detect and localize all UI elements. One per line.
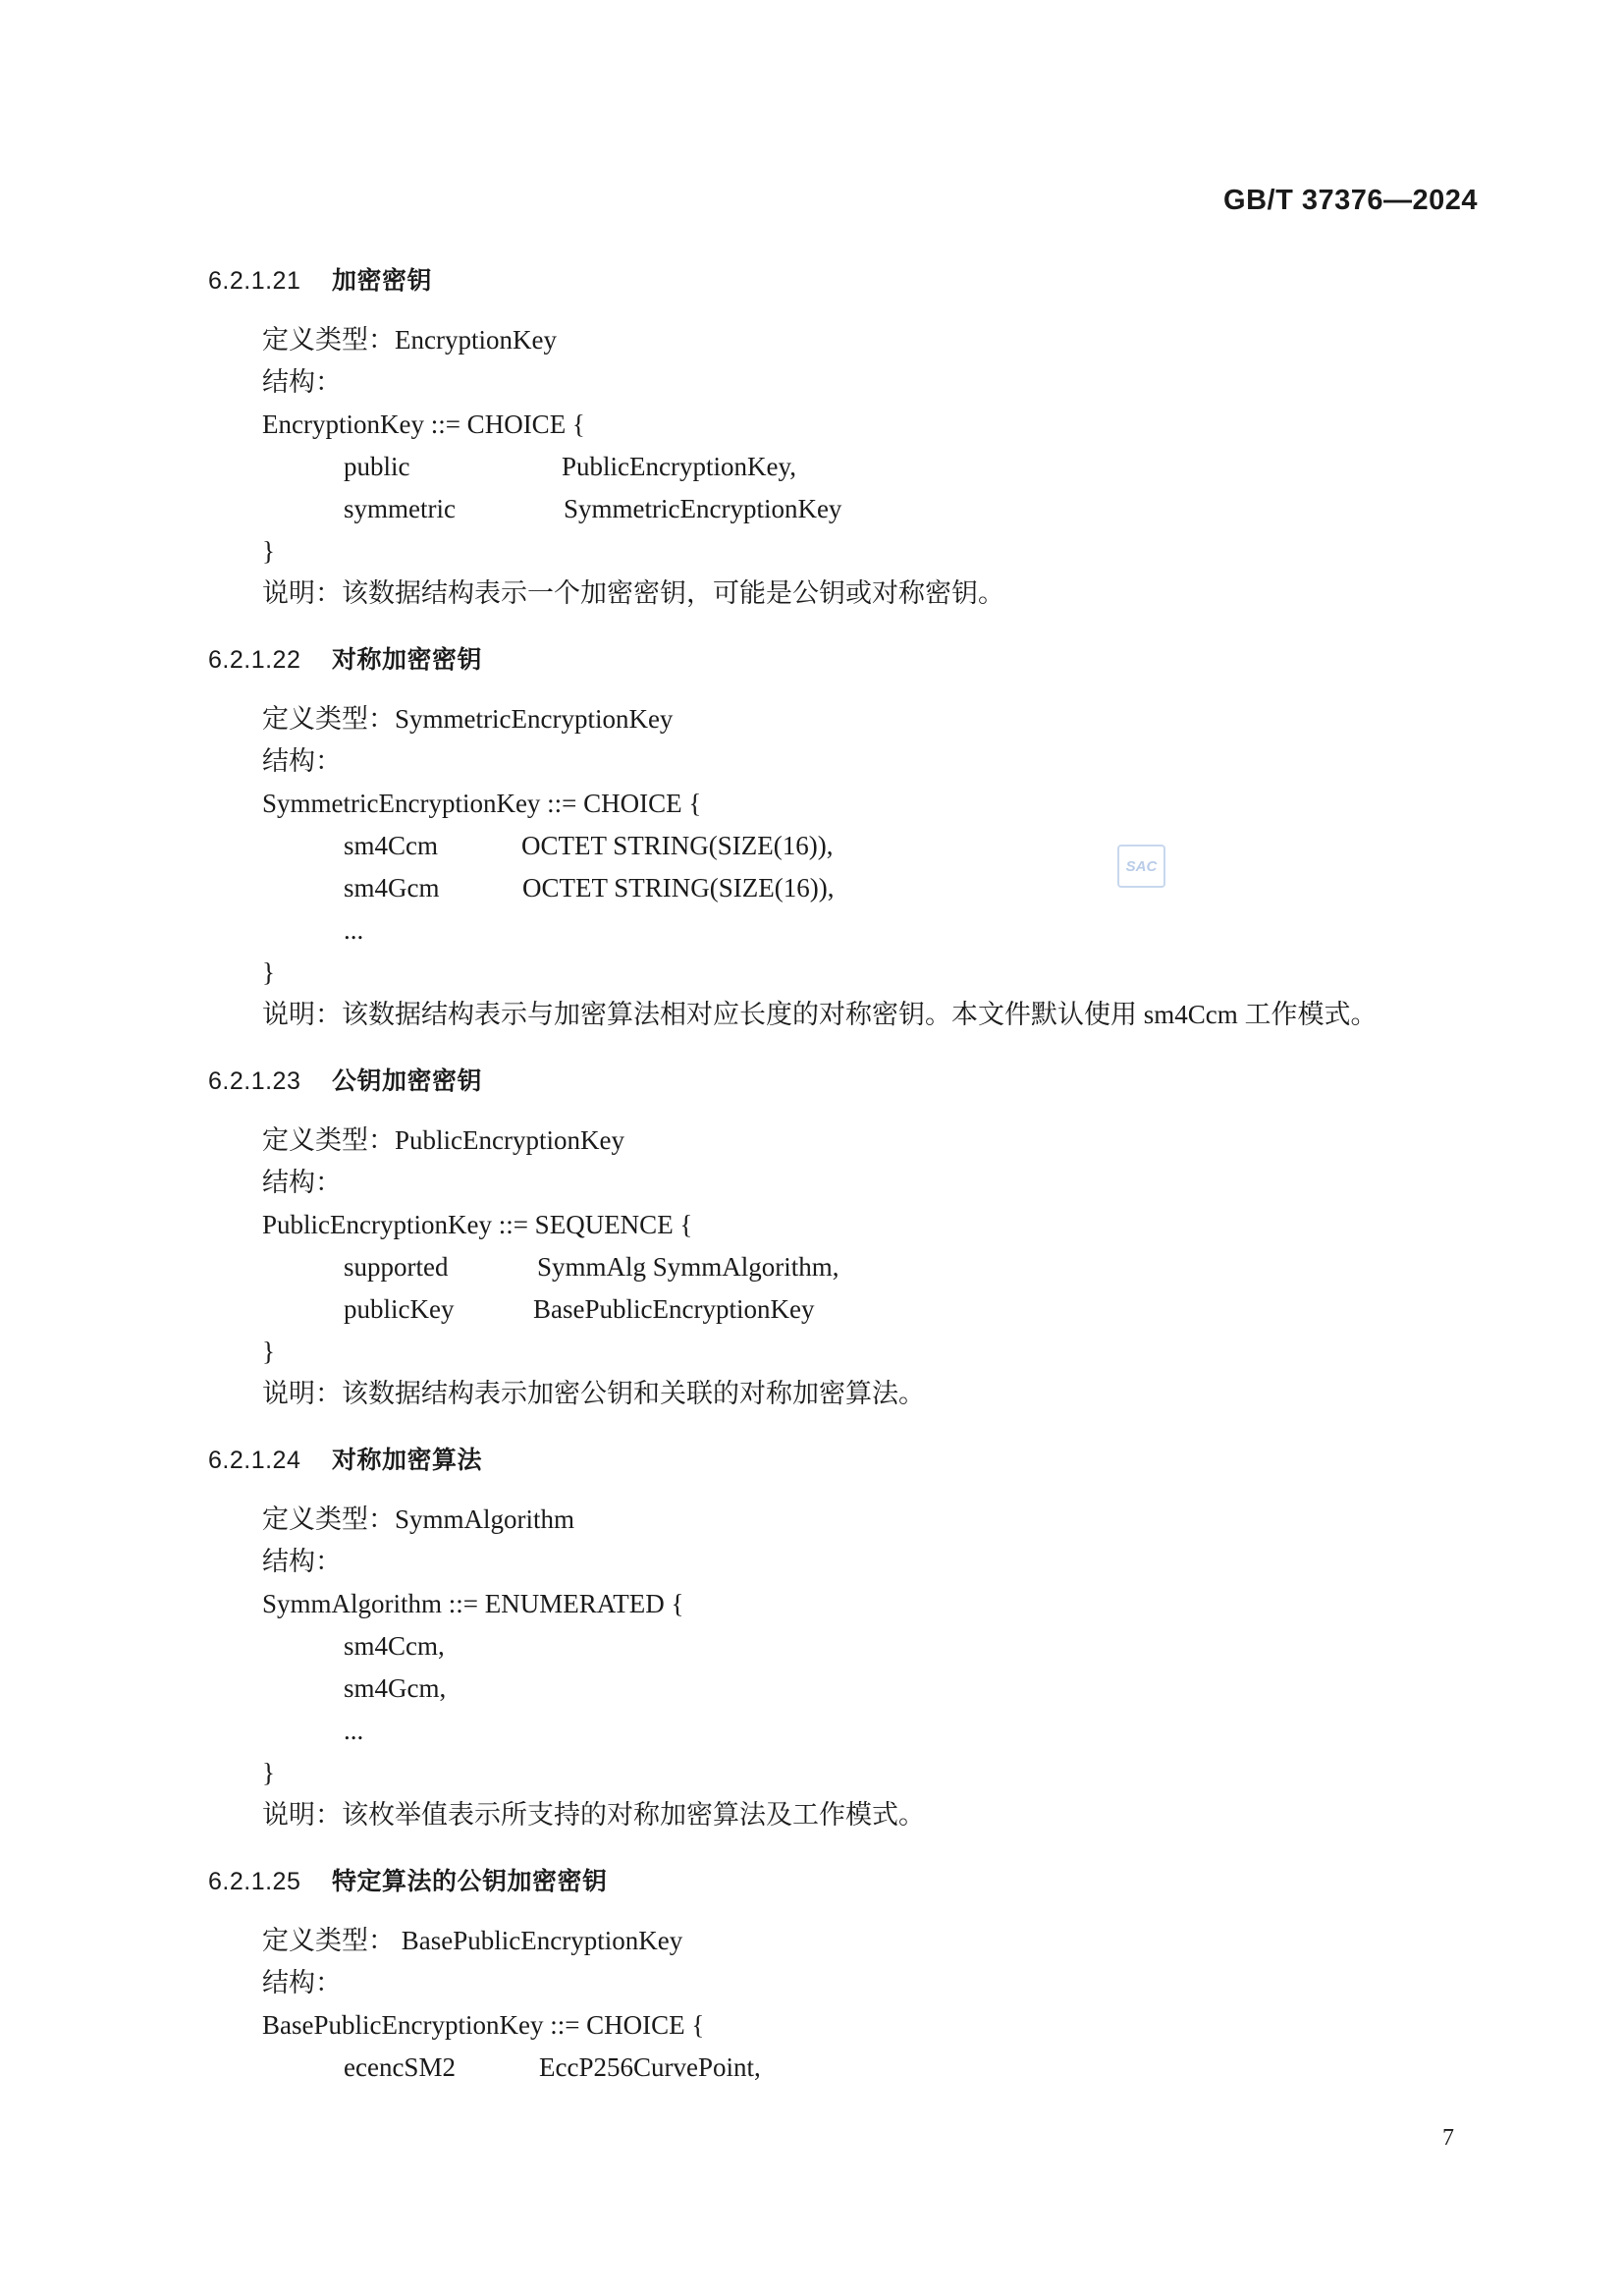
enum-value: sm4Ccm, — [344, 1631, 445, 1661]
declaration: SymmAlgorithm ::= ENUMERATED { — [262, 1589, 684, 1618]
field-type: OCTET STRING(SIZE(16)), — [521, 831, 834, 860]
ellipsis: ... — [344, 1716, 364, 1745]
field-type: EccP256CurvePoint, — [539, 2052, 761, 2082]
section-number: 6.2.1.24 — [208, 1447, 301, 1474]
definition-type: 定义类型： BasePublicEncryptionKey — [262, 1926, 683, 1955]
description-note: 说明：该枚举值表示所支持的对称加密算法及工作模式。 — [262, 1800, 925, 1830]
section-heading-6-2-1-21 — [208, 261, 432, 297]
closing-brace: } — [262, 957, 275, 987]
field-type: OCTET STRING(SIZE(16)), — [522, 873, 835, 902]
closing-brace: } — [262, 1758, 275, 1787]
section-heading-6-2-1-22 — [208, 640, 482, 676]
field-name: publicKey — [344, 1294, 455, 1324]
section-number: 6.2.1.21 — [208, 267, 301, 295]
declaration: EncryptionKey ::= CHOICE { — [262, 410, 585, 439]
enum-value: sm4Gcm, — [344, 1673, 447, 1703]
page-number: 7 — [1442, 2125, 1454, 2151]
ellipsis: ... — [344, 915, 364, 945]
closing-brace: } — [262, 1337, 275, 1366]
field-name: ecencSM2 — [344, 2052, 456, 2082]
section-title: 对称加密密钥 — [332, 646, 483, 674]
section-number: 6.2.1.23 — [208, 1067, 301, 1095]
section-title: 对称加密算法 — [332, 1447, 483, 1474]
structure-label: 结构： — [262, 1968, 342, 1997]
field-name: supported — [344, 1252, 449, 1282]
section-heading-6-2-1-24 — [208, 1441, 482, 1476]
declaration: PublicEncryptionKey ::= SEQUENCE { — [262, 1210, 693, 1239]
structure-label: 结构： — [262, 1547, 342, 1576]
section-title: 公钥加密密钥 — [332, 1067, 483, 1095]
closing-brace: } — [262, 536, 275, 566]
section-heading-6-2-1-25 — [208, 1862, 608, 1897]
standard-number: GB/T 37376—2024 — [1223, 185, 1478, 216]
field-type: BasePublicEncryptionKey — [533, 1294, 815, 1324]
section-number: 6.2.1.22 — [208, 646, 301, 674]
watermark-logo: SAC — [1117, 845, 1165, 888]
description-note: 说明：该数据结构表示与加密算法相对应长度的对称密钥。本文件默认使用 sm4Ccm 工作模式。 — [262, 1000, 1378, 1029]
field-type: PublicEncryptionKey, — [562, 452, 796, 481]
section-title: 特定算法的公钥加密密钥 — [332, 1868, 608, 1895]
section-heading-6-2-1-23 — [208, 1062, 482, 1097]
section-title: 加密密钥 — [332, 267, 433, 295]
field-type: SymmAlg SymmAlgorithm, — [537, 1252, 839, 1282]
definition-type: 定义类型：SymmAlgorithm — [262, 1504, 575, 1534]
structure-label: 结构： — [262, 746, 342, 776]
field-name: sm4Ccm — [344, 831, 439, 860]
section-number: 6.2.1.25 — [208, 1868, 301, 1895]
definition-type: 定义类型：SymmetricEncryptionKey — [262, 704, 674, 734]
field-name: symmetric — [344, 494, 456, 523]
field-name: public — [344, 452, 410, 481]
definition-type: 定义类型：EncryptionKey — [262, 325, 557, 355]
declaration: BasePublicEncryptionKey ::= CHOICE { — [262, 2010, 705, 2040]
field-name: sm4Gcm — [344, 873, 440, 902]
description-note: 说明：该数据结构表示加密公钥和关联的对称加密算法。 — [262, 1379, 925, 1408]
definition-type: 定义类型：PublicEncryptionKey — [262, 1125, 624, 1155]
description-note: 说明：该数据结构表示一个加密密钥，可能是公钥或对称密钥。 — [262, 578, 1004, 608]
declaration: SymmetricEncryptionKey ::= CHOICE { — [262, 789, 702, 818]
structure-label: 结构： — [262, 367, 342, 397]
field-type: SymmetricEncryptionKey — [564, 494, 842, 523]
structure-label: 结构： — [262, 1168, 342, 1197]
